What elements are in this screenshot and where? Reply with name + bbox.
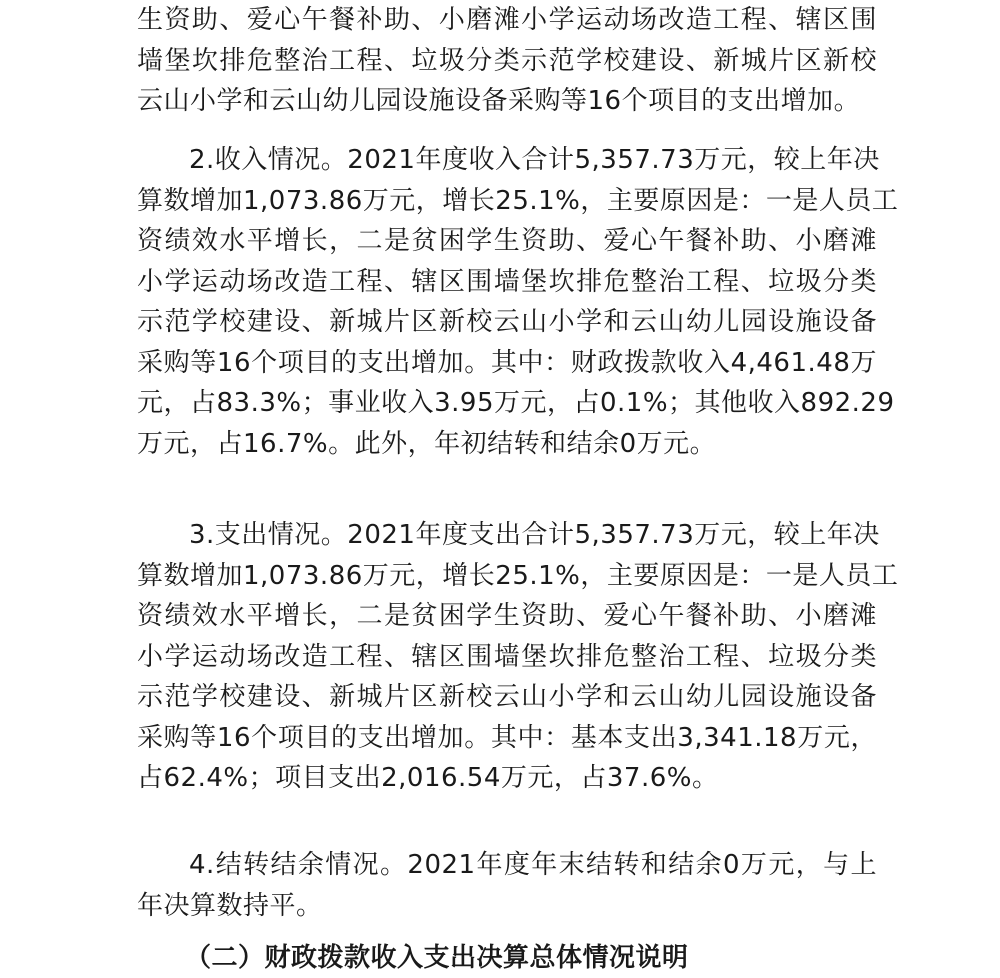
carryover-paragraph: [137, 845, 877, 926]
text-line: 占62.4%；项目支出2,016.54万元，占37.6%。: [137, 763, 719, 793]
text-line: 示范学校建设、新城片区新校云山小学和云山幼儿园设施设备: [137, 307, 877, 337]
text-line: 算数增加1,073.86万元，增长25.1%，主要原因是：一是人员工: [137, 185, 899, 216]
text-line: 生资助、爱心午餐补助、小磨滩小学运动场改造工程、辖区围: [137, 5, 877, 35]
text-line: 2.收入情况。2021年度收入合计5,357.73万元，较上年决: [189, 145, 880, 175]
text-line: 示范学校建设、新城片区新校云山小学和云山幼儿园设施设备: [137, 682, 877, 712]
text-line: 小学运动场改造工程、辖区围墙堡坎排危整治工程、垃圾分类: [137, 641, 877, 672]
text-line: 墙堡坎排危整治工程、垃圾分类示范学校建设、新城片区新校: [137, 45, 877, 76]
expenditure-paragraph: [137, 515, 899, 799]
text-line: 4.结转结余情况。2021年度年末结转和结余0万元，与上: [189, 850, 877, 880]
text-line: 小学运动场改造工程、辖区围墙堡坎排危整治工程、垃圾分类: [137, 266, 877, 297]
text-line: 3.支出情况。2021年度支出合计5,357.73万元，较上年决: [189, 520, 880, 550]
intro-paragraph: [137, 0, 877, 122]
income-paragraph: [137, 140, 899, 464]
text-line: 资绩效水平增长，二是贫困学生资助、爱心午餐补助、小磨滩: [137, 601, 877, 631]
text-line: 资绩效水平增长，二是贫困学生资助、爱心午餐补助、小磨滩: [137, 226, 877, 256]
section-subheading: （二）财政拨款收入支出决算总体情况说明: [185, 943, 689, 973]
text-line: 年决算数持平。: [137, 890, 323, 921]
text-line: 算数增加1,073.86万元，增长25.1%，主要原因是：一是人员工: [137, 560, 899, 591]
text-line: 元，占83.3%；事业收入3.95万元，占0.1%；其他收入892.29: [137, 388, 895, 418]
text-line: 采购等16个项目的支出增加。其中：基本支出3,341.18万元，: [137, 722, 877, 753]
text-line: 万元，占16.7%。此外，年初结转和结余0万元。: [137, 428, 717, 459]
text-line: 采购等16个项目的支出增加。其中：财政拨款收入4,461.48万: [137, 347, 877, 378]
text-line: 云山小学和云山幼儿园设施设备采购等16个项目的支出增加。: [137, 86, 861, 116]
